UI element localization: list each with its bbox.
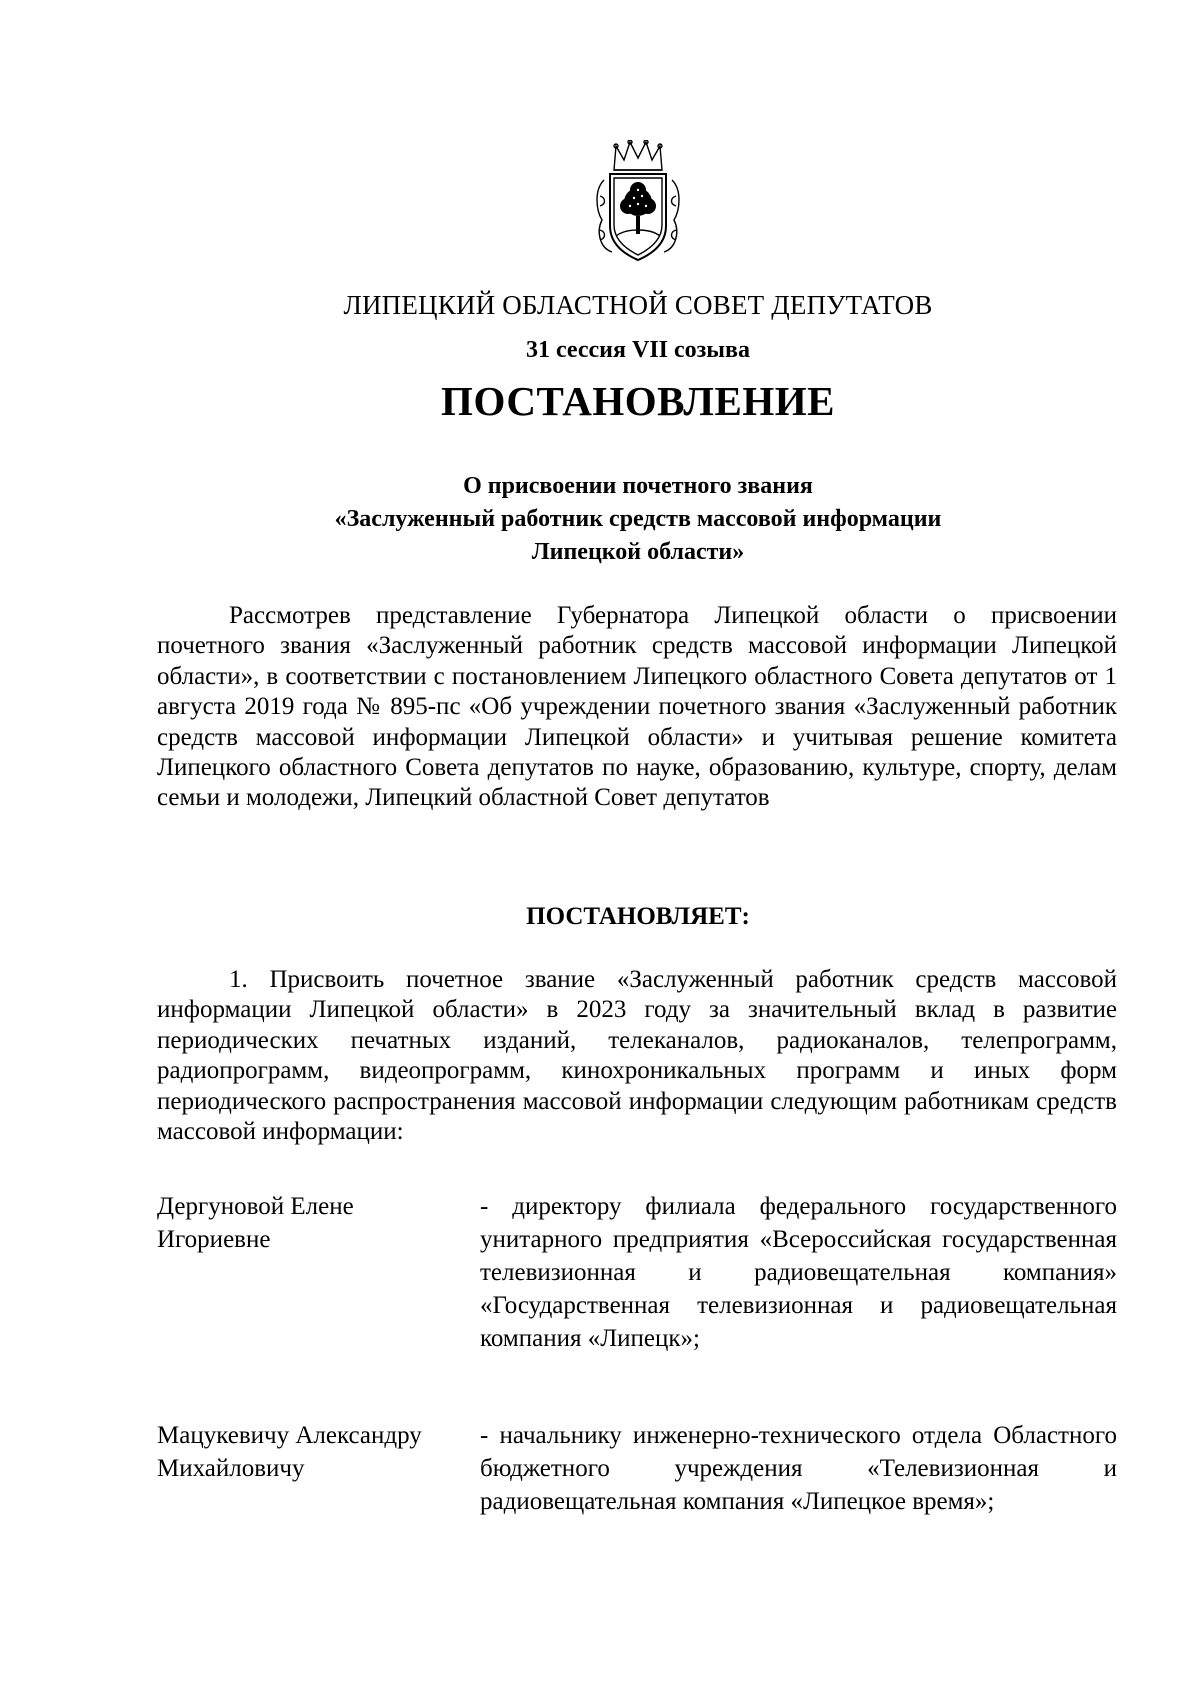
document-title bbox=[0, 470, 1200, 569]
recipient-name bbox=[157, 1190, 477, 1256]
organization-name: ЛИПЕЦКИЙ ОБЛАСТНОЙ СОВЕТ ДЕПУТАТОВ bbox=[343, 290, 933, 320]
coat-of-arms-icon bbox=[592, 140, 684, 268]
recipient-name-line: Михайловичу bbox=[157, 1455, 305, 1482]
recipient-position: - начальнику инженерно-технического отдела Областного бюджетного учреждения «Телевизионная и радиовещательная компания «Липецкое время»; bbox=[480, 1422, 1117, 1515]
recipient-position: - директору филиала федерального государственного унитарного предприятия «Всероссийская государственная телевизионная и радиовещательная компания» «Государственная телевизионная и радиовещательная компания «Липецк»; bbox=[480, 1193, 1117, 1352]
recipient-name-line: Дергуновой Елене bbox=[157, 1193, 354, 1220]
session-label: 31 сессия VII созыва bbox=[525, 337, 750, 363]
recipient-name-line: Мацукевичу Александру bbox=[157, 1422, 422, 1449]
title-line: «Заслуженный работник средств массовой информации bbox=[334, 506, 942, 532]
resolves-heading: ПОСТАНОВЛЯЕТ: bbox=[526, 903, 750, 930]
title-line: О присвоении почетного звания bbox=[463, 473, 813, 499]
preamble-paragraph: Рассмотрев представление Губернатора Липецкой области о присвоении почетного звания «Заслуженный работник средств массовой информации Липецкой области», в соответствии с постановлением Липецкого областного Совета депутатов от 1 августа 2019 года № 895-пс «Об учреждении почетного звания «Заслуженный работник средств массовой информации Липецкой области» и учитывая решение комитета Липецкого областного Совета депутатов по науке, образованию, культуре, спорту, делам семьи и молодежи, Липецкий областной Совет депутатов bbox=[157, 602, 1117, 812]
recipient-name bbox=[157, 1419, 477, 1485]
recipient-name-line: Игориевне bbox=[157, 1226, 271, 1253]
title-line: Липецкой области» bbox=[531, 539, 745, 565]
document-type: ПОСТАНОВЛЕНИЕ bbox=[441, 378, 835, 424]
clause-1-paragraph: 1. Присвоить почетное звание «Заслуженный работник средств массовой информации Липецкой области» в 2023 году за значительный вклад в развитие периодических печатных изданий, телеканалов, радиоканалов, телепрограмм, радиопрограмм, видеопрограмм, кинохроникальных программ и иных форм периодического распространения массовой информации следующим работникам средств массовой информации: bbox=[157, 966, 1117, 1146]
